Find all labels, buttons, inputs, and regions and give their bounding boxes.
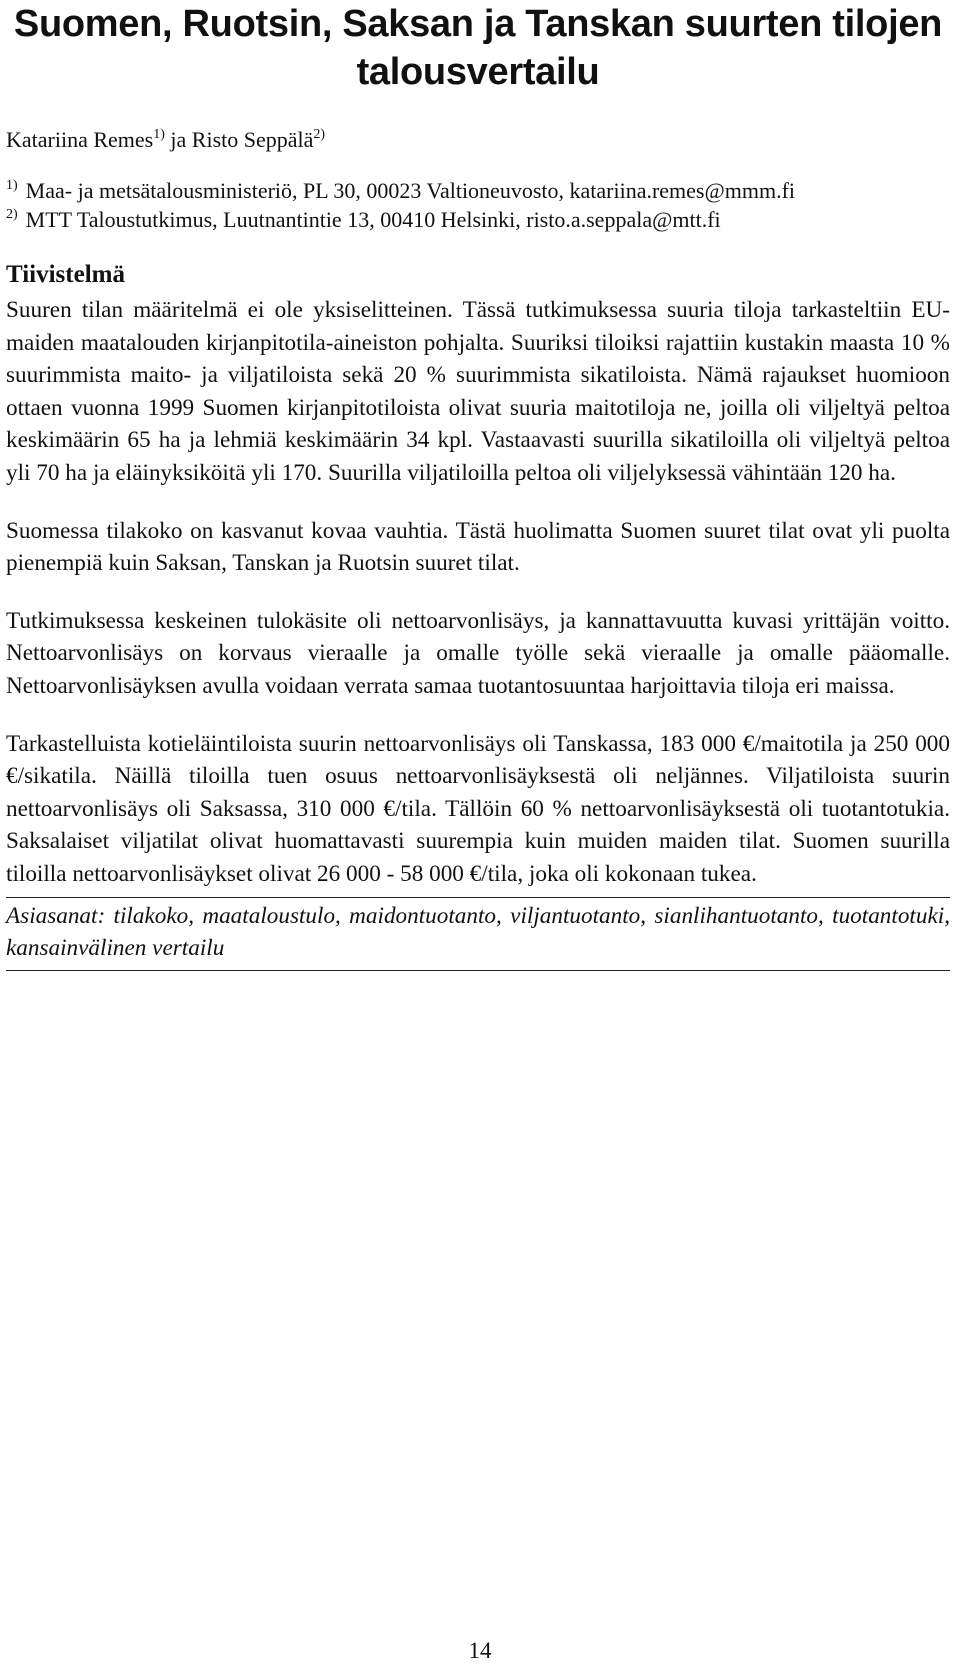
affiliation-line	[6, 205, 950, 234]
affiliations	[6, 176, 950, 234]
affiliation-line	[6, 176, 950, 205]
paper-page	[6, 0, 950, 971]
affiliation-text: MTT Taloustutkimus, Luutnantintie 13, 00410 Helsinki, risto.a.seppala@mtt.fi	[25, 207, 721, 232]
affiliation-marker: 2)	[6, 207, 18, 222]
abstract-paragraph: Suuren tilan määritelmä ei ole yksiselitteinen. Tässä tutkimuksessa suuria tiloja tarkasteltiin EU-maiden maatalouden kirjanpitotila-aineiston pohjalta. Suuriksi tiloiksi rajattiin kustakin maasta 10 % suurimmista maito- ja viljatiloista sekä 20 % suurimmista sikatiloista. Nämä rajaukset huomioon ottaen vuonna 1999 Suomen kirjanpitotiloista olivat suuria maitotiloja ne, joilla oli viljeltyä peltoa keskimäärin 65 ha ja lehmiä keskimäärin 34 kpl. Vastaavasti suurilla sikatiloilla oli viljeltyä peltoa yli 70 ha ja eläinyksiköitä yli 170. Suurilla viljatiloilla peltoa oli viljelyksessä vähintään 120 ha.	[6, 297, 950, 486]
author-line	[6, 126, 950, 154]
author-name: Risto Seppälä	[191, 127, 314, 152]
author-name: Katariina Remes	[6, 127, 154, 152]
affiliation-marker: 1)	[6, 178, 18, 193]
affiliation-marker: 2)	[313, 127, 326, 142]
page-number: 14	[468, 1638, 492, 1663]
abstract-heading: Tiivistelmä	[6, 261, 125, 288]
keywords: Asiasanat: tilakoko, maataloustulo, maidontuotanto, viljantuotanto, sianlihantuotanto, tuotantotuki, kansainvälinen vertailu	[6, 902, 950, 961]
abstract-paragraph: Tarkastelluista kotieläintiloista suurin nettoarvonlisäys oli Tanskassa, 183 000 €/maitotila ja 250 000 €/sikatila. Näillä tiloilla tuen osuus nettoarvonlisäyksestä oli neljännes. Viljatiloista suurin nettoarvonlisäys oli Saksassa, 310 000 €/tila. Tällöin 60 % nettoarvonlisäyksestä oli tuotantotukia. Saksalaiset viljatilat olivat huomattavasti suurempia kuin muiden maiden tilat. Suomen suurilla tiloilla nettoarvonlisäykset olivat 26 000 - 58 000 €/tila, joka oli kokonaan tukea.	[6, 730, 950, 887]
abstract-paragraph: Suomessa tilakoko on kasvanut kovaa vauhtia. Tästä huolimatta Suomen suuret tilat ovat yli puolta pienempiä kuin Saksan, Tanskan ja Ruotsin suuret tilat.	[6, 517, 950, 577]
keywords-box	[6, 897, 950, 971]
author-conjunction: ja	[170, 127, 187, 152]
abstract-paragraph: Tutkimuksessa keskeinen tulokäsite oli nettoarvonlisäys, ja kannattavuutta kuvasi yrittäjän voitto. Nettoarvonlisäys on korvaus vieraalle ja omalle työlle sekä vieraalle ja omalle pääomalle. Nettoarvonlisäyksen avulla voidaan verrata samaa tuotantosuuntaa harjoittavia tiloja eri maissa.	[6, 607, 950, 699]
paper-title: Suomen, Ruotsin, Saksan ja Tanskan suurten tilojen talousvertailu	[13, 3, 943, 93]
affiliation-text: Maa- ja metsätalousministeriö, PL 30, 00023 Valtioneuvosto, katariina.remes@mmm.fi	[25, 178, 796, 203]
affiliation-marker: 1)	[153, 127, 165, 142]
